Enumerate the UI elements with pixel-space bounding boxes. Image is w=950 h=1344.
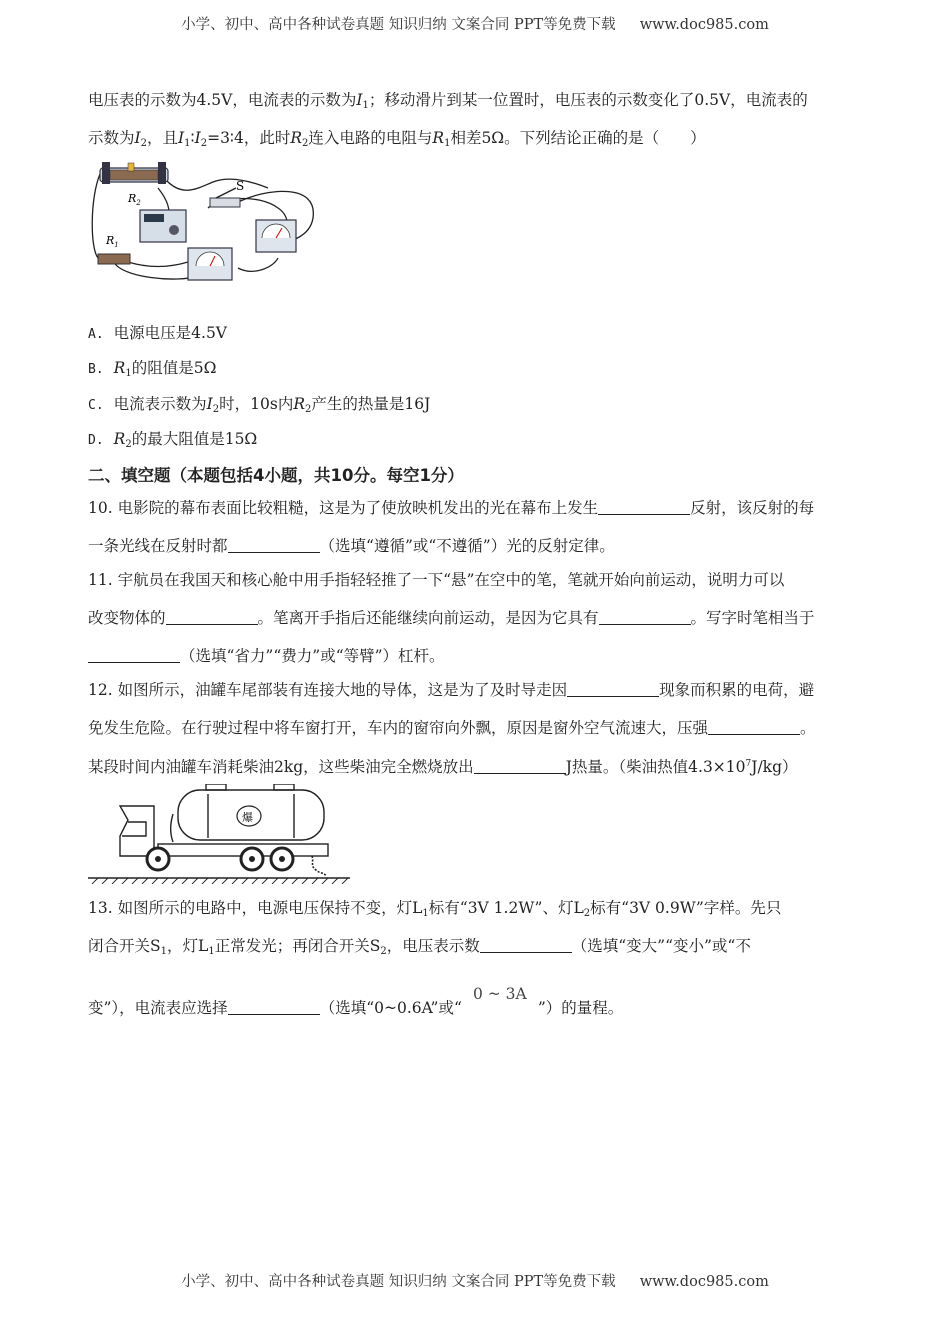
option-c[interactable]: C. 电流表示数为$I_2$时，10s内$R_2$产生的热量是16J: [88, 395, 431, 415]
q12-line3: 某段时间内油罐车消耗柴油2kg，这些柴油完全燃烧放出 J热量。（柴油热值$4.3\times 10^7J/kg$）: [88, 758, 798, 776]
resistor-r1: [98, 254, 130, 264]
header-text: 小学、初中、高中各种试卷真题 知识归纳 文案合同 PPT等免费下载: [181, 17, 616, 33]
q12-blank2[interactable]: [708, 719, 800, 735]
q13-line3: 变”），电流表应选择 （选填“0~0.6A”或“0 ~ 3A”）的量程。: [88, 985, 624, 1017]
q9-line2: 示数为$I_2$，且$I_1∶I_2=3∶4$，此时$R_2$连入电路的电阻与$R_1$相差5Ω。下列结论正确的是（ ）: [88, 129, 706, 149]
q10-blank2[interactable]: [228, 537, 320, 553]
footer-site[interactable]: www.doc985.com: [639, 1274, 769, 1290]
label-s: S: [236, 179, 245, 193]
q10-line2: 一条光线在反射时都 （选填“遵循”或“不遵循”）光的反射定律。: [88, 537, 615, 555]
q10-line1: 10. 电影院的幕布表面比较粗糙，这是为了使放映机发出的光在幕布上发生 反射，该反射的每: [88, 499, 815, 517]
q11-blank1[interactable]: [166, 609, 258, 625]
page-footer: [0, 1270, 950, 1291]
ground-chain: [312, 856, 326, 876]
option-b[interactable]: B. $R_1$的阻值是5Ω: [88, 359, 217, 379]
circuit-figure: [88, 158, 328, 288]
q12-blank1[interactable]: [567, 681, 659, 697]
q11-line1: 11. 宇航员在我国天和核心舱中用手指轻轻推了一下“悬”在空中的笔，笔就开始向前运动，说明力可以: [88, 571, 785, 589]
q12-blank3[interactable]: [474, 758, 566, 774]
header-site[interactable]: www.doc985.com: [639, 17, 769, 33]
option-a[interactable]: A. 电源电压是4.5V: [88, 324, 228, 342]
q13-line2: 闭合开关$S_1$，灯$L_1$正常发光；再闭合开关$S_2$，电压表示数 （选填“变大”“变小”或“不: [88, 937, 751, 957]
q11-line3: （选填“省力”“费力”或“等臂”）杠杆。: [88, 646, 863, 666]
range-0-3a: 0 ~ 3A: [472, 985, 527, 1003]
option-d[interactable]: D. $R_2$的最大阻值是15Ω: [88, 430, 258, 450]
q9-line1: 电压表的示数为4.5V，电流表的示数为$I_1$；移动滑片到某一位置时，电压表的示数变化了0.5V，电流表的: [88, 91, 808, 111]
switch-s: [210, 198, 240, 207]
tanker-truck-figure: [88, 784, 350, 884]
q13-line1: 13. 如图所示的电路中，电源电压保持不变，灯$L_1$标有“3V 1.2W”、灯$L_2$标有“3V 0.9W”字样。先只: [88, 899, 782, 919]
q13-blank1[interactable]: [480, 937, 572, 953]
q12-line1: 12. 如图所示，油罐车尾部装有连接大地的导体，这是为了及时导走因 现象而积累的电荷，避: [88, 681, 815, 699]
q11-line2: 改变物体的 。笔离开手指后还能继续向前运动，是因为它具有 。写字时笔相当于: [88, 609, 815, 627]
label-r1: $R_1$: [106, 234, 119, 249]
q13-blank2[interactable]: [228, 999, 320, 1015]
q11-blank3[interactable]: [88, 647, 180, 663]
q10-blank1[interactable]: [598, 499, 690, 515]
page-header: [0, 13, 950, 34]
q12-line2: 免发生危险。在行驶过程中将车窗打开，车内的窗帘向外飘，原因是窗外空气流速大，压强 。: [88, 719, 816, 737]
tank-label: 爆: [242, 811, 253, 824]
label-r2: $R_2$: [128, 192, 141, 207]
section-title: 二、填空题（本题包括4小题，共10分。每空1分）: [88, 466, 464, 485]
q11-blank2[interactable]: [599, 609, 691, 625]
footer-text: 小学、初中、高中各种试卷真题 知识归纳 文案合同 PPT等免费下载: [181, 1274, 616, 1290]
wheels: [147, 848, 293, 870]
